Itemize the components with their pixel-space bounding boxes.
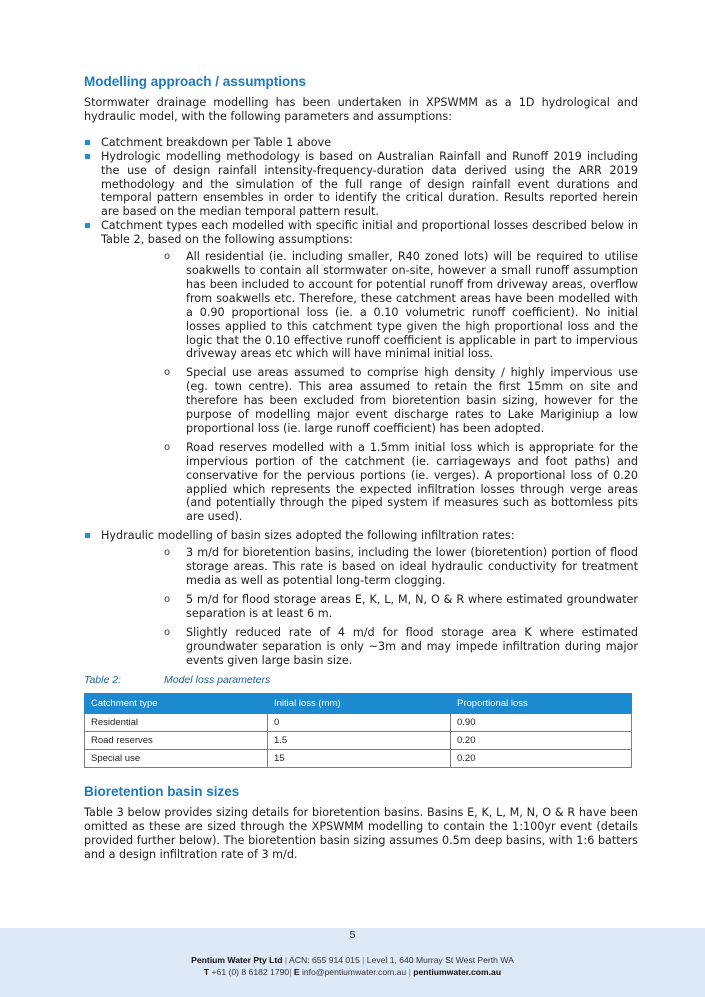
phone-label: T (203, 967, 210, 977)
column-header: Initial loss (mm) (268, 694, 451, 714)
company-acn: ACN: 655 914 015 (289, 955, 360, 965)
bioretention-section (84, 784, 638, 862)
sub-list-item: o 5 m/d for flood storage areas E, K, L, M, N, O & R where estimated groundwater separation is at least 6 m. (101, 593, 638, 621)
sub-list-item: o Road reserves modelled with a 1.5mm initial loss which is appropriate for the impervious portion of the catchment (ie. carriageways and foot paths) and conservative for the pervious portions (ie. verges). A proportional loss of 0.20 applied which represents the expected infiltration losses through verge areas (and potentially through the piped system if measures such as bottomless pits are used). (101, 441, 638, 524)
table-row (85, 732, 632, 750)
table-cell: 1.5 (268, 732, 451, 750)
list-item (84, 219, 638, 524)
table-cell: 0 (268, 714, 451, 732)
section-heading-modelling: Modelling approach / assumptions (84, 74, 307, 89)
infiltration-sublist (101, 546, 638, 667)
intro-paragraph: Stormwater drainage modelling has been undertaken in XPSWMM as a 1D hydrological and hydraulic model, with the following parameters and assumptions: (84, 96, 638, 123)
column-header: Catchment type (85, 694, 268, 714)
separator: | (284, 955, 290, 965)
separator: | (362, 955, 367, 965)
column-header: Proportional loss (451, 694, 632, 714)
list-item-text: Catchment types each modelled with specific initial and proportional losses described below in Table 2, based on the following assumptions: (101, 219, 638, 247)
sub-list-item: o Special use areas assumed to comprise high density / highly impervious use (eg. town centre). This area assumed to retain the first 15mm on site and therefore has been excluded from bioretention basin sizing, however for the purpose of modelling major event discharge rates to Lake Mariginiup a low proportional loss (ie. large runoff coefficient) has been adopted. (101, 366, 638, 436)
model-loss-table (84, 693, 632, 768)
catchment-sublist (101, 250, 638, 524)
page-number: 5 (349, 929, 356, 941)
table-caption (84, 672, 638, 689)
website-link[interactable]: pentiumwater.com.au (413, 967, 502, 977)
bioretention-paragraph: Table 3 below provides sizing details for bioretention basins. Basins E, K, L, M, N, O & R have been omitted as these are sized through the XPSWMM modelling to contain the 1:100yr event (details provided further below). The bioretention basin sizing assumes 0.5m deep basins, with 1:6 batters and a design infiltration rate of 3 m/d. (84, 806, 638, 862)
separator: | (289, 967, 294, 977)
footer-line-company (0, 954, 705, 966)
list-item (84, 529, 638, 667)
company-address: Level 1, 640 Murray St West Perth WA (366, 955, 514, 965)
assumptions-list (84, 136, 638, 668)
table-cell: Road reserves (85, 732, 268, 750)
section-heading-bioretention: Bioretention basin sizes (84, 784, 240, 800)
table-row (85, 714, 632, 732)
table-caption-title: Model loss parameters (164, 674, 271, 687)
list-item (84, 136, 638, 150)
table-cell: 15 (268, 750, 451, 768)
table-cell: 0.20 (451, 750, 632, 768)
list-item-text: Catchment breakdown per Table 1 above (101, 135, 332, 149)
table-cell: 0.20 (451, 732, 632, 750)
email-link[interactable]: info@pentiumwater.com.au (301, 967, 407, 977)
table-header-row (85, 694, 632, 714)
sub-list-item: o 3 m/d for bioretention basins, including the lower (bioretention) portion of flood storage areas. This rate is based on ideal hydraulic conductivity for treatment media as well as potential long-term clogging. (101, 546, 638, 588)
list-item-text: Hydraulic modelling of basin sizes adopted the following infiltration rates: (101, 529, 515, 543)
sub-list-item: o All residential (ie. including smaller, R40 zoned lots) will be required to utilise soakwells to contain all stormwater on-site, however a small runoff assumption has been included to account for potential runoff from driveway areas, overflow from soakwells etc. Therefore, these catchment areas have been modelled with a 0.90 proportional loss (ie. a 0.10 volumetric runoff coefficient). No initial losses applied to this catchment type given the high proportional loss and the logic that the 0.10 effective runoff coefficient is applicable in part to impervious driveway areas etc which will have minimal initial loss. (101, 250, 638, 361)
table-caption-number: Table 2: (84, 674, 121, 687)
table-cell: 0.90 (451, 714, 632, 732)
footer-line-contact (0, 966, 705, 978)
table-cell: Residential (85, 714, 268, 732)
sub-list-item: o Slightly reduced rate of 4 m/d for flood storage area K where estimated groundwater separation is only ~3m and may impede infiltration during major events given large basin size. (101, 626, 638, 668)
table-row (85, 750, 632, 768)
company-name: Pentium Water Pty Ltd (191, 955, 283, 965)
phone-number: +61 (0) 8 6182 1790 (211, 967, 290, 977)
page-content (84, 74, 638, 862)
list-item-text: Hydrologic modelling methodology is based on Australian Rainfall and Runoff 2019 including the use of design rainfall intensity-frequency-duration data derived using the ARR 2019 methodology and the simulation of the full range of design rainfall event durations and temporal pattern ensembles in order to identify the critical duration. Results reported herein are based on the median temporal pattern result. (101, 149, 638, 219)
table-cell: Special use (85, 750, 268, 768)
list-item (84, 150, 638, 220)
separator: | (408, 967, 414, 977)
email-label: E (293, 967, 300, 977)
